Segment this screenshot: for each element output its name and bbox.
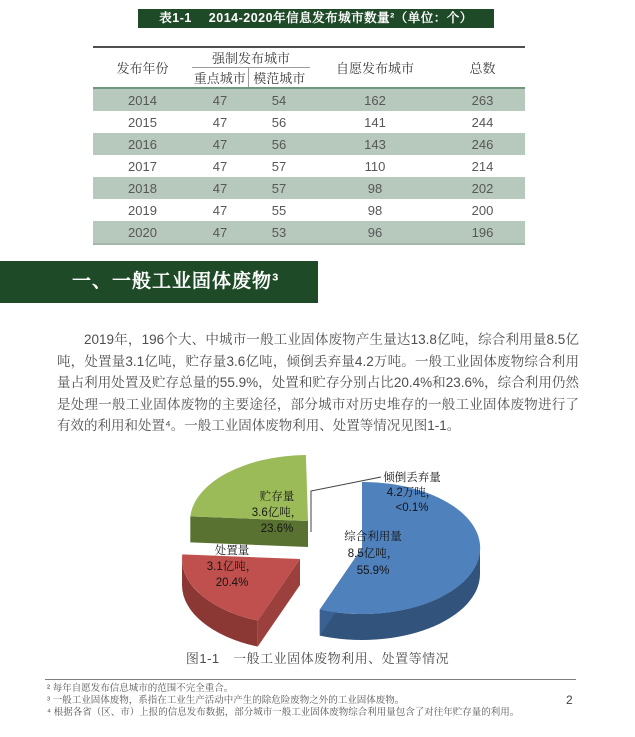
year-cell: 2017 — [128, 158, 157, 174]
svg-text:20.4%: 20.4% — [215, 577, 249, 589]
total-cell: 214 — [471, 158, 494, 174]
year-cell: 2014 — [128, 92, 157, 108]
svg-text:3.1亿吨，: 3.1亿吨， — [206, 561, 258, 573]
total-cell: 196 — [471, 224, 494, 240]
table-row — [93, 221, 525, 244]
table-row — [93, 133, 525, 155]
voluntary-cell: 98 — [367, 202, 383, 218]
table-row — [93, 155, 525, 177]
model-cell: 57 — [271, 158, 287, 174]
table-row — [93, 177, 525, 199]
col-header-total: 总数 — [440, 47, 525, 88]
voluntary-cell: 98 — [367, 180, 383, 196]
footnote: ³ 一般工业固体废物，系指在工业生产活动中产生的除危险废物之外的工业固体废物。 — [47, 694, 405, 706]
total-cell: 263 — [471, 92, 494, 108]
year-cell: 2018 — [128, 180, 157, 196]
svg-text:4.2万吨，: 4.2万吨， — [386, 487, 438, 499]
table-row — [93, 88, 525, 111]
voluntary-cell: 162 — [364, 92, 386, 108]
svg-text:倾倒丢弃量: 倾倒丢弃量 — [383, 472, 441, 484]
info-table — [93, 46, 525, 245]
total-cell: 246 — [471, 136, 494, 152]
section-heading: 一、一般工业固体废物³ — [0, 261, 318, 303]
svg-text:处置量: 处置量 — [214, 545, 250, 557]
svg-text:贮存量: 贮存量 — [259, 491, 295, 503]
year-cell: 2016 — [128, 136, 157, 152]
model-cell: 53 — [271, 224, 287, 240]
footnote-separator — [45, 679, 576, 680]
model-cell: 55 — [271, 202, 287, 218]
svg-text:<0.1%: <0.1% — [395, 502, 429, 514]
key-cell: 47 — [212, 180, 228, 196]
col-header-voluntary: 自愿发布城市 — [310, 47, 440, 88]
svg-text:23.6%: 23.6% — [260, 523, 294, 535]
model-cell: 56 — [271, 114, 287, 130]
model-cell: 54 — [271, 92, 287, 108]
voluntary-cell: 110 — [364, 158, 386, 174]
key-cell: 47 — [212, 136, 228, 152]
page-number: 2 — [566, 693, 573, 707]
total-cell: 200 — [471, 202, 494, 218]
body-paragraph: 2019年，196个大、中城市一般工业固体废物产生量达13.8亿吨，综合利用量8.5亿吨，处置量3.1亿吨，贮存量3.6亿吨，倾倒丢弃量4.2万吨。一般工业固体废物综合利用量占利用处置及贮存总量的55.9%，处置和贮存分别占比20.4%和23.6%，综合利用仍然是处理一般工业固体废物的主要途径，部分城市对历史堆存的一般工业固体废物进行了有效的利用和处置⁴。一般工业固体废物利用、处置等情况见图1-1。 — [57, 332, 579, 434]
total-cell: 202 — [471, 180, 494, 196]
svg-text:3.6亿吨，: 3.6亿吨， — [251, 507, 303, 519]
col-header-key-cities: 重点城市 — [192, 68, 248, 89]
figure-caption: 图1-1 一般工业固体废物利用、处置等情况 — [185, 651, 450, 666]
year-cell: 2019 — [128, 202, 157, 218]
key-cell: 47 — [212, 92, 228, 108]
footnotes — [47, 683, 527, 718]
model-cell: 57 — [271, 180, 287, 196]
table-title: 表1-1 2014-2020年信息发布城市数量²（单位：个） — [138, 9, 494, 28]
col-header-model-cities: 模范城市 — [248, 68, 310, 89]
table-header — [93, 47, 525, 88]
footnote: ² 每年自愿发布信息城市的范围不完全重合。 — [47, 683, 234, 694]
key-cell: 47 — [212, 224, 228, 240]
footnote: ⁴ 根据各省（区、市）上报的信息发布数据，部分城市一般工业固体废物综合利用量包含了对往年贮存量的利用。 — [47, 706, 520, 718]
table-row — [93, 111, 525, 133]
svg-text:55.9%: 55.9% — [356, 565, 390, 577]
pie-chart — [0, 452, 635, 667]
key-cell: 47 — [212, 202, 228, 218]
svg-text:综合利用量: 综合利用量 — [344, 531, 402, 543]
key-cell: 47 — [212, 158, 228, 174]
total-cell: 244 — [471, 114, 494, 130]
key-cell: 47 — [212, 114, 228, 130]
table-row — [93, 199, 525, 221]
svg-text:8.5亿吨，: 8.5亿吨， — [347, 548, 399, 560]
year-cell: 2020 — [128, 224, 157, 240]
model-cell: 56 — [271, 136, 287, 152]
year-cell: 2015 — [128, 114, 157, 130]
voluntary-cell: 143 — [364, 136, 386, 152]
col-header-mandatory: 强制发布城市 — [192, 47, 310, 68]
voluntary-cell: 141 — [364, 114, 386, 130]
voluntary-cell: 96 — [367, 224, 383, 240]
col-header-year: 发布年份 — [93, 47, 192, 88]
